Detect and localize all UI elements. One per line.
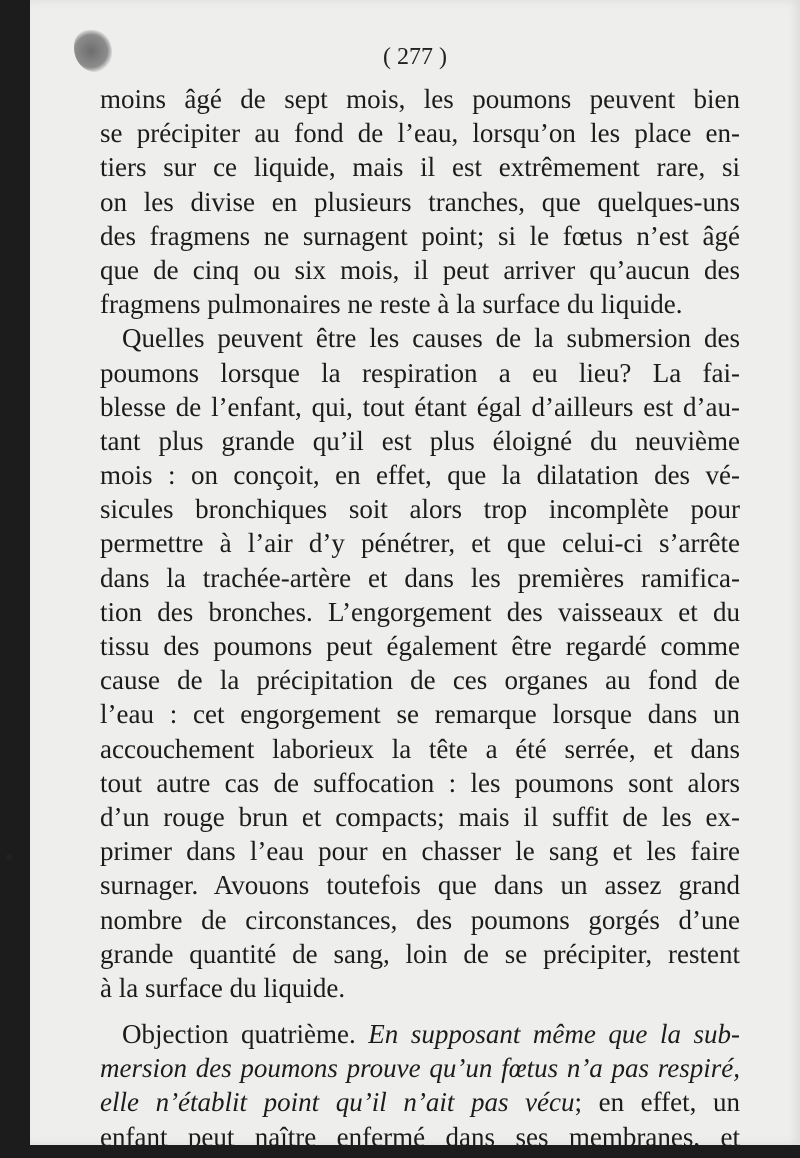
text-line: d’un rouge brun et compacts; mais il suffit de les ex-	[100, 801, 740, 832]
text-line: que de cinq ou six mois, il peut arriver qu’aucun des	[100, 254, 740, 285]
text-line: primer dans l’eau pour en chasser le sang et les faire	[100, 836, 740, 867]
text-line: Quelles peuvent être les causes de la submersion des	[122, 323, 740, 354]
paragraph-3	[100, 1017, 740, 1154]
text-line: grande quantité de sang, loin de se précipiter, restent	[100, 938, 740, 969]
italic-text: En supposant même que la sub-	[368, 1019, 741, 1050]
text-line: mois : on conçoit, en effet, que la dilatation des vé-	[100, 460, 740, 491]
text-line: fragmens pulmonaires ne reste à la surface du liquide.	[100, 289, 683, 320]
text-line: dans la trachée-artère et dans les premières ramifica-	[100, 562, 740, 593]
objection-heading: Objection quatrième.	[122, 1019, 356, 1050]
italic-text: elle n’établit point qu’il n’ait pas vécu	[100, 1087, 575, 1118]
text-line: moins âgé de sept mois, les poumons peuvent bien	[100, 84, 740, 114]
text-line: on les divise en plusieurs tranches, que quelques-uns	[100, 186, 740, 217]
paragraph-2	[100, 321, 740, 1005]
text-line: surnager. Avouons toutefois que dans un assez grand	[100, 870, 740, 901]
text-line: se précipiter au fond de l’eau, lorsqu’on les place en-	[100, 118, 740, 149]
text-line: mersion des poumons prouve qu’un fœtus n’a pas respiré,	[100, 1053, 740, 1084]
text-line: enfant peut naître enfermé dans ses membranes, et	[100, 1121, 740, 1152]
text-line: à la surface du liquide.	[100, 972, 346, 1003]
text-line: tissu des poumons peut également être regardé comme	[100, 631, 740, 661]
text-line: tion des bronches. L’engorgement des vaisseaux et du	[100, 596, 740, 627]
text-line: sicules bronchiques soit alors trop incomplète pour	[100, 494, 740, 525]
text-line: tout autre cas de suffocation : les poumons sont alors	[100, 767, 740, 798]
text-line: des fragmens ne surnagent point; si le fœtus n’est âgé	[100, 220, 740, 251]
page-text	[100, 82, 740, 1154]
ink-dot	[6, 854, 12, 860]
text-line: tiers sur ce liquide, mais il est extrêmement rare, si	[100, 152, 740, 183]
text-line	[100, 1085, 740, 1119]
text-line: accouchement laborieux la tête a été serrée, et dans	[100, 733, 740, 764]
paper-stain	[74, 30, 112, 72]
text-line: blesse de l’enfant, qui, tout étant égal d’ailleurs est d’au-	[100, 391, 740, 422]
roman-text: ; en effet, un	[574, 1087, 740, 1118]
text-line	[100, 1017, 740, 1051]
text-line: l’eau : cet engorgement se remarque lorsque dans un	[100, 699, 740, 730]
paragraph-1	[100, 82, 740, 321]
text-line: tant plus grande qu’il est plus éloigné du neuvième	[100, 425, 740, 456]
text-line: poumons lorsque la respiration a eu lieu? La fai-	[100, 357, 740, 388]
text-line: nombre de circonstances, des poumons gorgés d’une	[100, 904, 740, 935]
text-line: cause de la précipitation de ces organes au fond de	[100, 665, 740, 696]
page-number: ( 277 )	[383, 44, 447, 70]
text-line: permettre à l’air d’y pénétrer, et que celui-ci s’arrête	[100, 528, 740, 559]
